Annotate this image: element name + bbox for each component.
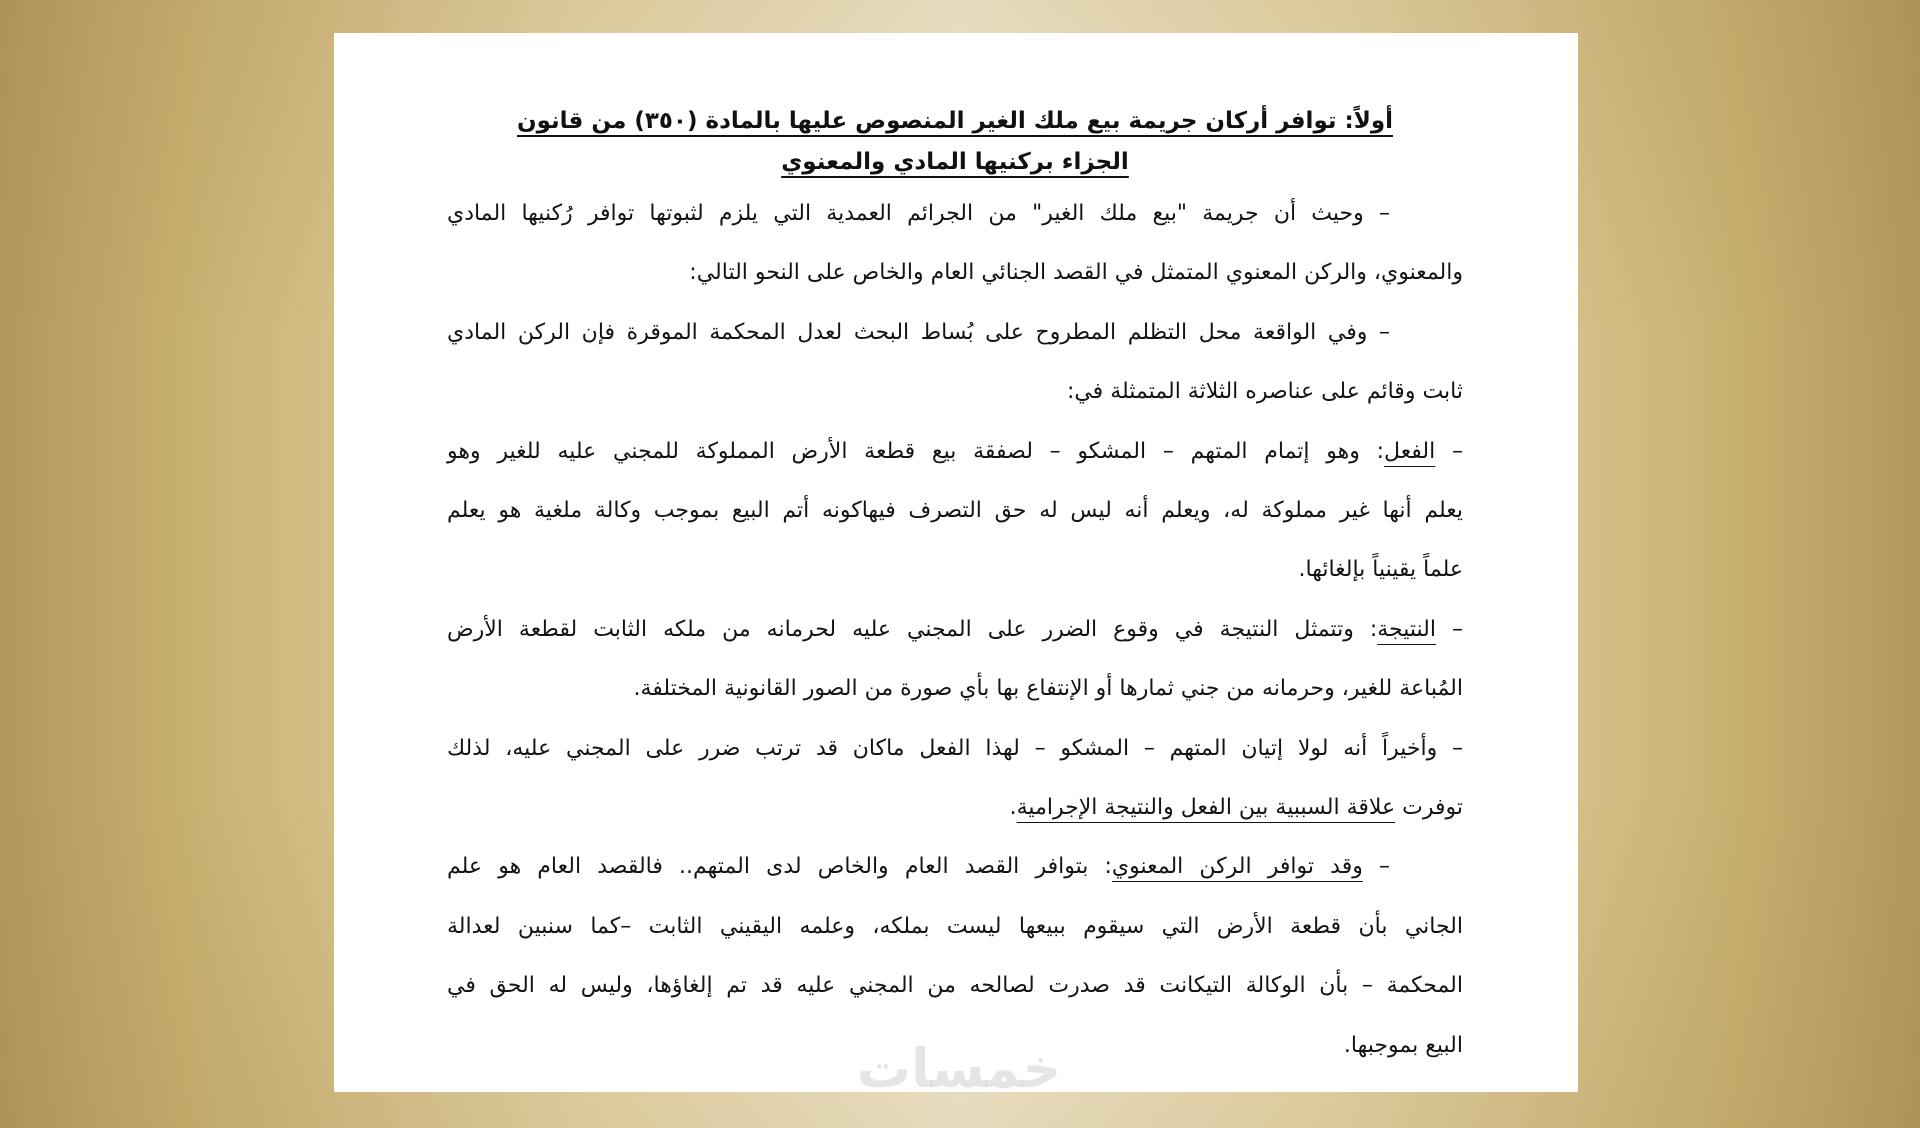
document-page <box>334 33 1578 1092</box>
watermark-logo: خمسات <box>856 1037 1062 1100</box>
line-segment: : وتتمثل النتيجة في وقوع الضرر على المجني عليه لحرمانه من ملكه الثابت لقطعة الأرض <box>447 616 1378 642</box>
title-line <box>447 142 1463 183</box>
body-line <box>447 600 1463 659</box>
body-line: يعلم أنها غير مملوكة له، ويعلم أنه ليس له حق التصرف فيهاكونه أتم البيع بموجب وكالة ملغية هو يعلم <box>447 498 1463 524</box>
line-segment: : بتوافر القصد العام والخاص لدى المتهم.. فالقصد العام هو علم <box>447 854 1112 880</box>
body-line: المُباعة للغير، وحرمانه من جني ثمارها أو الإنتفاع بها بأي صورة من الصور القانونية المختلفة. <box>633 676 1463 702</box>
underlined-term: علاقة السببية بين الفعل والنتيجة الإجرامية <box>1016 795 1396 821</box>
line-segment: . <box>1009 795 1017 821</box>
body-line: – وأخيراً أنه لولا إتيان المتهم – المشكو – لهذا الفعل ماكان قد ترتب ضرر على المجني عليه، لذلك <box>447 735 1463 761</box>
body-line <box>447 422 1463 481</box>
underlined-term: وقد توافر الركن المعنوي <box>1111 854 1363 880</box>
body-line: المحكمة – بأن الوكالة التيكانت قد صدرت لصالحه من المجني عليه قد تم إلغاؤها، وليس له الحق في <box>447 973 1463 999</box>
line-segment: – <box>1435 438 1463 464</box>
line-segment: توفرت <box>1395 795 1463 821</box>
body-line <box>447 778 1463 837</box>
title-line <box>447 101 1463 142</box>
line-segment: – <box>1362 854 1390 880</box>
underlined-term: الفعل <box>1384 438 1436 464</box>
body-line <box>447 837 1463 896</box>
body-line: الجاني بأن قطعة الأرض التي سيقوم ببيعها ليست بملكه، وعلمه اليقيني الثابت –كما سنبين لعدالة <box>447 913 1463 939</box>
underlined-term: النتيجة <box>1377 616 1436 642</box>
body-line: علماً يقينياً بإلغائها. <box>1298 557 1463 583</box>
section-title <box>447 101 1463 183</box>
body-line: البيع بموجبها. <box>1343 1032 1463 1058</box>
document-body <box>447 184 1463 1075</box>
body-line: – وفي الواقعة محل التظلم المطروح على بُساط البحث لعدل المحكمة الموقرة فإن الركن المادي <box>447 319 1390 345</box>
body-line: والمعنوي، والركن المعنوي المتمثل في القصد الجنائي العام والخاص على النحو التالي: <box>689 260 1463 286</box>
title-line-text: الجزاء بركنيها المادي والمعنوي <box>781 149 1129 175</box>
body-line: – وحيث أن جريمة "بيع ملك الغير" من الجرائم العمدية التي يلزم لثبوتها توافر رُكنيها المادي <box>447 201 1390 226</box>
line-segment: – <box>1435 616 1463 642</box>
title-line-text: أولاً: توافر أركان جريمة بيع ملك الغير المنصوص عليها بالمادة (٣٥٠) من قانون <box>516 108 1394 134</box>
body-line: ثابت وقائم على عناصره الثلاثة المتمثلة في: <box>1066 379 1463 405</box>
line-segment: : وهو إتمام المتهم – المشكو – لصفقة بيع قطعة الأرض المملوكة للمجني عليه للغير وهو <box>447 438 1385 464</box>
